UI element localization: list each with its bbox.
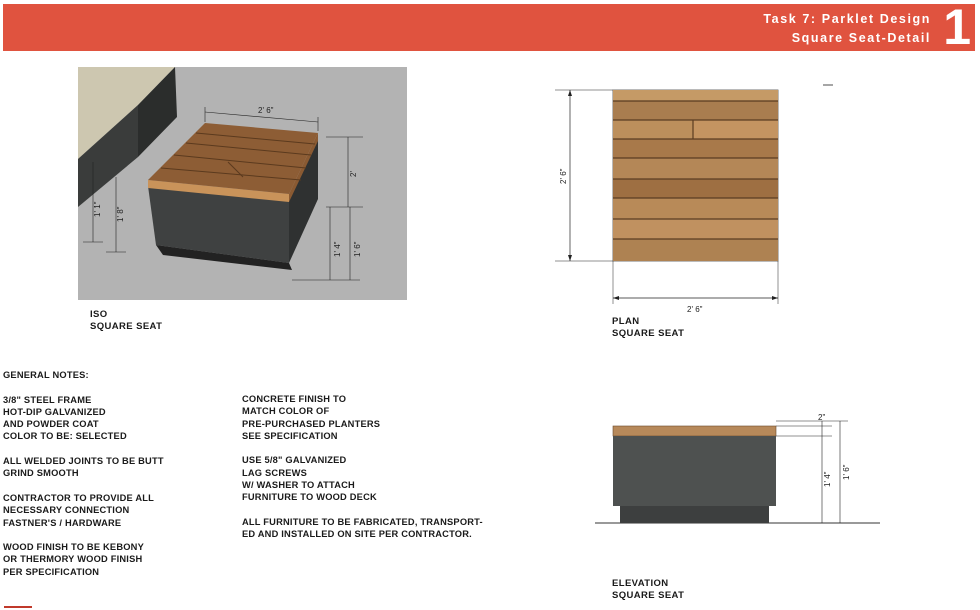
iso-view-drawing xyxy=(78,67,407,300)
note-item: CONCRETE FINISH TO MATCH COLOR OF PRE-PURCHASED PLANTERS SEE SPECIFICATION xyxy=(242,394,381,441)
iso-dim-base-height: 1' 4" xyxy=(333,241,342,257)
plan-dim-depth: 2' 6" xyxy=(559,168,568,184)
general-notes-column-1 xyxy=(3,369,233,590)
iso-sublabel: SQUARE SEAT xyxy=(90,320,163,332)
page-corner-mark xyxy=(4,606,32,608)
iso-label: ISO xyxy=(90,309,108,320)
iso-dim-total-height: 2' xyxy=(349,171,358,177)
sheet-title: Task 7: Parklet Design xyxy=(763,12,931,26)
plan-label: PLAN xyxy=(612,316,640,327)
iso-dim-planter-b: 1' 8" xyxy=(116,206,125,222)
title-banner xyxy=(3,0,975,55)
sheet-number: 1 xyxy=(943,0,971,55)
note-item: 3/8" STEEL FRAME HOT-DIP GALVANIZED AND POWDER COAT COLOR TO BE: SELECTED xyxy=(3,394,127,442)
note-item: ALL WELDED JOINTS TO BE BUTT GRIND SMOOTH xyxy=(3,456,164,479)
elevation-view-drawing xyxy=(590,412,890,532)
elevation-dim-base: 1' 4" xyxy=(823,471,832,487)
note-item: USE 5/8" GALVANIZED LAG SCREWS W/ WASHER TO ATTACH FURNITURE TO WOOD DECK xyxy=(242,455,377,503)
iso-dim-width: 2' 6" xyxy=(258,106,274,115)
iso-dim-planter-a: 1' 1" xyxy=(93,201,102,217)
note-item: ALL FURNITURE TO BE FABRICATED, TRANSPORT- ED AND INSTALLED ON SITE PER CONTRACTOR. xyxy=(242,516,483,540)
plan-sublabel: SQUARE SEAT xyxy=(612,327,685,339)
plan-dim-width: 2' 6" xyxy=(687,305,703,314)
elevation-dim-top: 2" xyxy=(818,413,826,422)
plan-view-drawing xyxy=(552,80,842,315)
iso-caption xyxy=(90,309,162,332)
plan-caption xyxy=(612,316,684,339)
elevation-dim-total: 1' 6" xyxy=(842,464,851,480)
notes-heading: GENERAL NOTES: xyxy=(3,370,89,380)
elevation-sublabel: SQUARE SEAT xyxy=(612,589,685,601)
iso-dim-seat-height: 1' 6" xyxy=(353,241,362,257)
note-item: WOOD FINISH TO BE KEBONY OR THERMORY WOOD FINISH PER SPECIFICATION xyxy=(3,542,144,577)
elevation-label: ELEVATION xyxy=(612,578,669,589)
sheet-subtitle: Square Seat-Detail xyxy=(791,31,931,45)
elevation-caption xyxy=(612,578,684,601)
general-notes-column-2 xyxy=(242,393,512,553)
note-item: CONTRACTOR TO PROVIDE ALL NECESSARY CONNECTION FASTNER'S / HARDWARE xyxy=(3,492,154,528)
